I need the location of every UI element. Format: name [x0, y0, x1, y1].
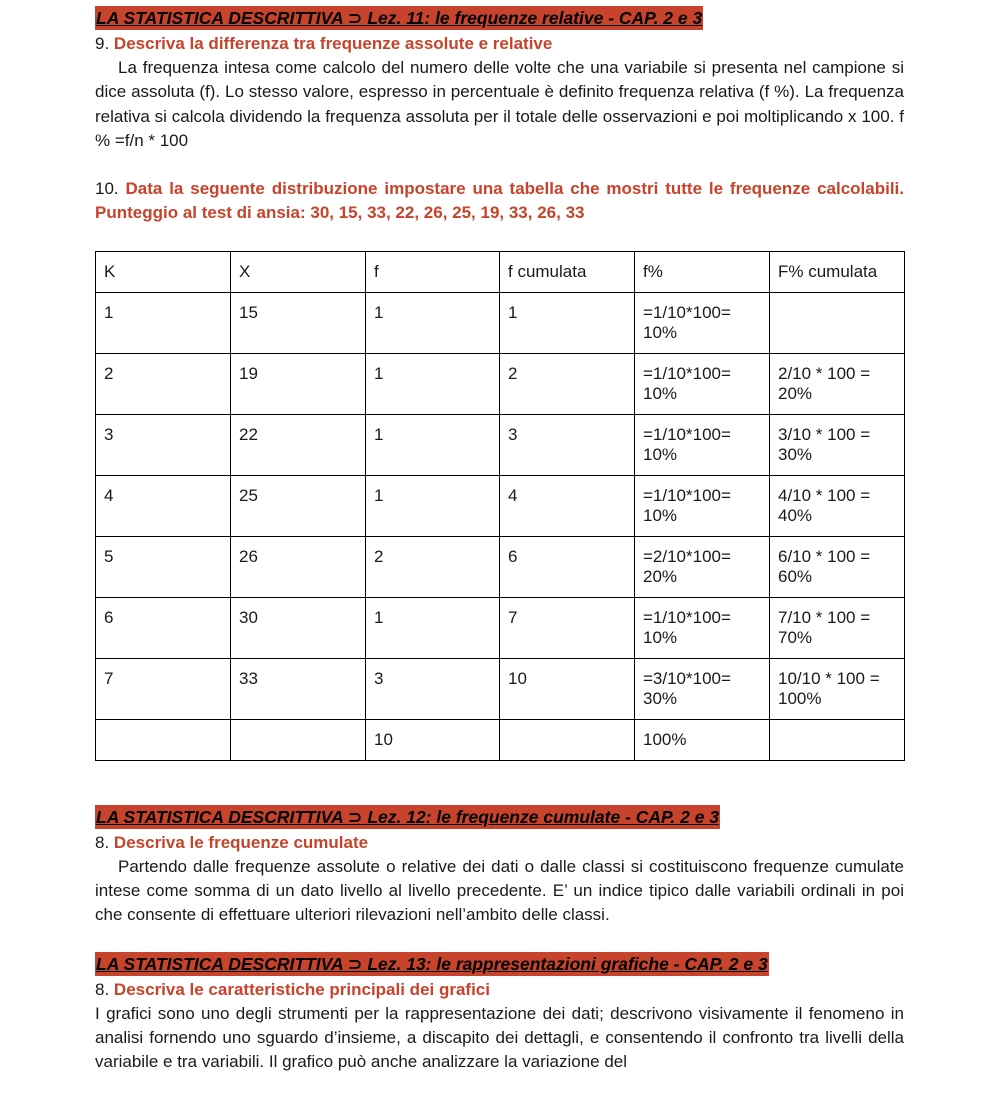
question-9	[95, 32, 904, 56]
table-cell: =2/10*100= 20%	[635, 536, 770, 597]
table-row	[96, 597, 905, 658]
table-cell: 6	[96, 597, 231, 658]
table-cell: 1	[366, 353, 500, 414]
table-cell	[231, 719, 366, 760]
table-header-cell: f cumulata	[500, 252, 635, 293]
table-cell	[770, 719, 905, 760]
table-row	[96, 719, 905, 760]
table-cell: 10	[366, 719, 500, 760]
table-cell: =1/10*100= 10%	[635, 292, 770, 353]
spacer	[95, 153, 904, 177]
table-cell: 26	[231, 536, 366, 597]
table-cell: 19	[231, 353, 366, 414]
table-cell: 7	[96, 658, 231, 719]
question-text: Descriva le frequenze cumulate	[113, 832, 369, 852]
table-cell: 4/10 * 100 = 40%	[770, 475, 905, 536]
table-cell: 2	[96, 353, 231, 414]
lesson-title: LA STATISTICA DESCRITTIVA ⊃ Lez. 12: le frequenze cumulate - CAP. 2 e 3	[96, 806, 720, 827]
question-8-grafici	[95, 978, 904, 1002]
answer-paragraph: Partendo dalle frequenze assolute o relative dei dati o dalle classi si costituiscono frequenze cumulate intese come somma di un dato livello al livello precedente. E’ un indice tipico dalle variabili ordinali in poi che consente di effettuare ulteriori rilevazioni nell’ambito delle classi.	[95, 856, 904, 925]
table-header-row	[96, 252, 905, 293]
table-cell: =1/10*100= 10%	[635, 414, 770, 475]
table-cell: =1/10*100= 10%	[635, 353, 770, 414]
table-cell: 1	[366, 414, 500, 475]
spacer	[95, 761, 904, 805]
table-cell: 22	[231, 414, 366, 475]
table-row	[96, 292, 905, 353]
table-cell: 3	[96, 414, 231, 475]
table-cell: 3/10 * 100 = 30%	[770, 414, 905, 475]
lesson-title: LA STATISTICA DESCRITTIVA ⊃ Lez. 13: le rappresentazioni grafiche - CAP. 2 e 3	[96, 953, 768, 974]
table-cell: 2	[366, 536, 500, 597]
question-text: Descriva la differenza tra frequenze assolute e relative	[113, 34, 553, 53]
table-cell: 7	[500, 597, 635, 658]
answer-paragraph: I grafici sono uno degli strumenti per la rappresentazione dei dati; descrivono visivamente il fenomeno in analisi fornendo uno sguardo d’insieme, a discapito dei dettagli, e consentendo il confronto tra livelli della variabile e tra variabili. Il grafico può anche analizzare la variazione del	[95, 1003, 904, 1072]
table-cell: 15	[231, 292, 366, 353]
table-cell: 3	[366, 658, 500, 719]
table-cell: 4	[96, 475, 231, 536]
table-cell: 1	[366, 597, 500, 658]
table-row	[96, 353, 905, 414]
table-cell	[96, 719, 231, 760]
table-row	[96, 658, 905, 719]
table-cell: 5	[96, 536, 231, 597]
table-row	[96, 536, 905, 597]
table-cell: 3	[500, 414, 635, 475]
table-cell: 7/10 * 100 = 70%	[770, 597, 905, 658]
table-cell: 2	[500, 353, 635, 414]
table-header-cell: X	[231, 252, 366, 293]
table-cell: 1	[96, 292, 231, 353]
spacer	[95, 928, 904, 952]
table-cell: =1/10*100= 10%	[635, 475, 770, 536]
table-cell	[770, 292, 905, 353]
table-header-cell: K	[96, 252, 231, 293]
question-number: 8.	[95, 979, 110, 999]
table-cell: 6/10 * 100 = 60%	[770, 536, 905, 597]
question-text: Data la seguente distribuzione impostare una tabella che mostri tutte le frequenze calcolabili. Punteggio al test di ansia: 30, 15, 33, 22, 26, 25, 19, 33, 26, 33	[95, 179, 904, 223]
document-page	[95, 6, 904, 1074]
table-cell: =3/10*100= 30%	[635, 658, 770, 719]
table-cell: 10/10 * 100 = 100%	[770, 658, 905, 719]
table-cell: 30	[231, 597, 366, 658]
question-10	[95, 177, 904, 225]
question-text: Descriva le caratteristiche principali dei grafici	[113, 979, 490, 999]
table-row	[96, 475, 905, 536]
answer-paragraph: La frequenza intesa come calcolo del numero delle volte che una variabile si presenta nel campione si dice assoluta (f). Lo stesso valore, espresso in percentuale è definito frequenza relativa (f %). La frequenza relativa si calcola dividendo la frequenza assoluta per il totale delle osservazioni e poi moltiplicando x 100. f % =f/n * 100	[95, 58, 904, 150]
lesson-title: LA STATISTICA DESCRITTIVA ⊃ Lez. 11: le frequenze relative - CAP. 2 e 3	[96, 8, 703, 28]
table-cell: 100%	[635, 719, 770, 760]
question-8-cumulate	[95, 831, 904, 855]
table-cell: 2/10 * 100 = 20%	[770, 353, 905, 414]
table-row	[96, 414, 905, 475]
table-cell: 1	[500, 292, 635, 353]
table-header-cell: F% cumulata	[770, 252, 905, 293]
table-cell: =1/10*100= 10%	[635, 597, 770, 658]
lesson-heading-11	[95, 6, 904, 32]
table-cell	[500, 719, 635, 760]
question-number: 8.	[95, 832, 110, 852]
table-cell: 4	[500, 475, 635, 536]
table-cell: 1	[366, 292, 500, 353]
table-cell: 25	[231, 475, 366, 536]
question-number: 9.	[95, 34, 110, 53]
table-cell: 10	[500, 658, 635, 719]
frequency-table	[95, 251, 905, 761]
lesson-heading-13	[95, 952, 904, 978]
table-cell: 33	[231, 658, 366, 719]
table-header-cell: f	[366, 252, 500, 293]
table-cell: 6	[500, 536, 635, 597]
table-cell: 1	[366, 475, 500, 536]
question-number: 10.	[95, 179, 119, 199]
lesson-heading-12	[95, 805, 904, 831]
table-header-cell: f%	[635, 252, 770, 293]
